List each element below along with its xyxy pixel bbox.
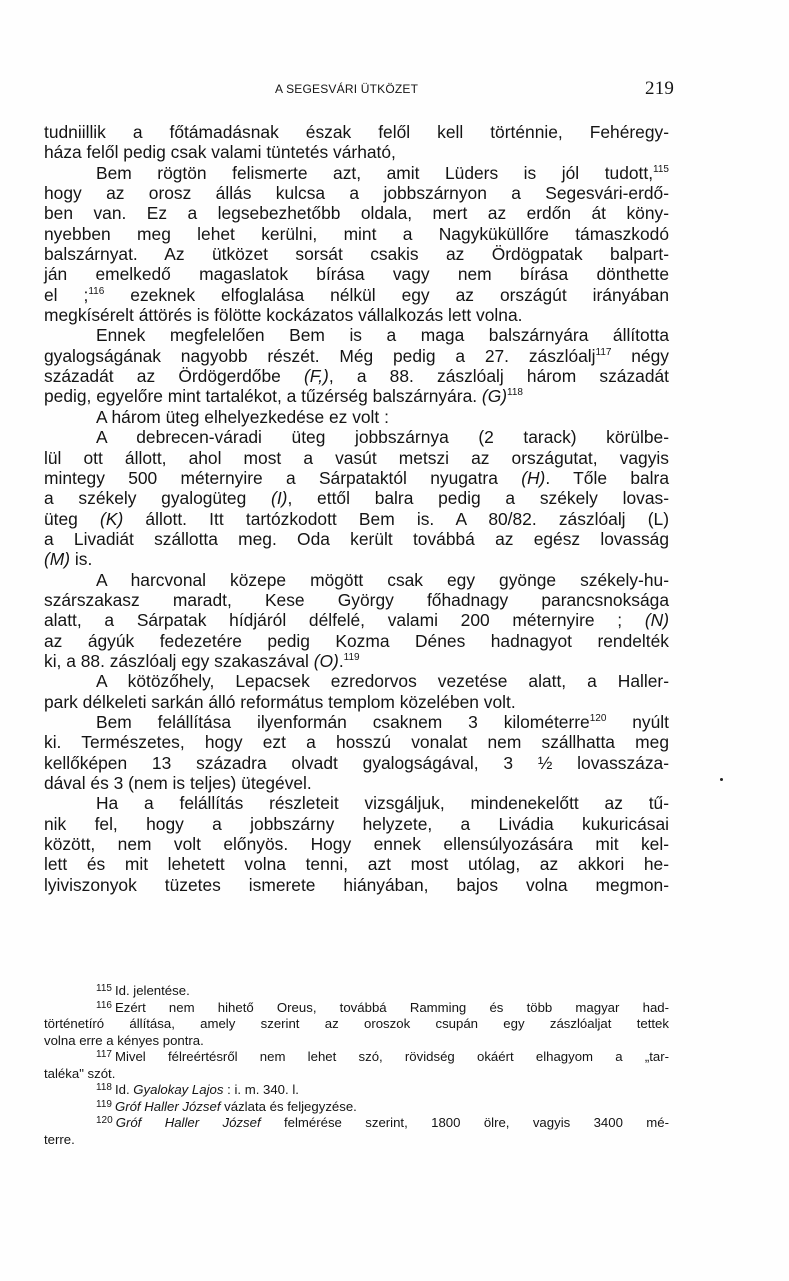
text-line — [44, 875, 669, 895]
text-line — [44, 570, 669, 590]
text-line — [44, 264, 669, 284]
text-line — [44, 793, 669, 813]
footnote-number: 116 — [96, 999, 112, 1011]
footnote-line — [44, 1049, 669, 1066]
footnote-text-after: felmérése szerint, 1800 ölre, vagyis 3400 mé- — [260, 1115, 669, 1130]
cited-name: Gyalokay Lajos — [133, 1082, 224, 1097]
line-text-after: állott. Itt tartózkodott Bem is. A 80/82. zászlóalj (L) — [123, 508, 669, 529]
text-line — [44, 407, 669, 427]
line-text: lett és mit lehetett volna tenni, azt most utólag, az akkori he- — [44, 854, 669, 875]
text-line — [44, 773, 669, 793]
line-text: között, nem volt előnyös. Hogy ennek ellensúlyozására mit kel- — [44, 834, 669, 855]
text-line — [44, 732, 669, 752]
footnotes — [44, 983, 669, 1148]
line-text-after: nyúlt — [606, 711, 669, 732]
line-text: el ; — [44, 284, 89, 305]
footnote-line — [44, 1016, 669, 1033]
figure-marker: (H) — [521, 467, 546, 488]
line-text: üteg — [44, 508, 101, 529]
line-text: mintegy 500 méternyire a Sárpataktól nyugatra — [44, 467, 522, 488]
text-line — [44, 305, 669, 325]
footnote-line — [44, 1066, 669, 1083]
line-text-after: , a 88. zászlóalj három századát — [328, 366, 669, 387]
line-text-after: is. — [70, 549, 93, 570]
line-text: tudniillik a főtámadásnak észak felől kell történnie, Fehéregy- — [44, 122, 669, 142]
text-line — [44, 529, 669, 549]
line-text: szárszakasz maradt, Kese György főhadnagy parancsnoksága — [44, 589, 669, 610]
footnote-line — [44, 1099, 669, 1116]
line-text: hogy az orosz állás kulcsa a jobbszárnyon a Segesvári-erdő- — [44, 183, 669, 204]
text-line — [44, 448, 669, 468]
running-title: A SEGESVÁRI ÜTKÖZET — [275, 82, 419, 96]
line-text: a Livadiát szállotta meg. Oda került továbbá az egész lovasság — [44, 528, 669, 549]
footnote — [44, 983, 669, 1000]
line-text: A kötözőhely, Lepacsek ezredorvos vezetése alatt, a Haller- — [96, 671, 669, 692]
footnote — [44, 1099, 669, 1116]
footnote — [44, 1082, 669, 1099]
text-line — [44, 163, 669, 183]
line-text: kellőképen 13 századra olvadt gyalogságával, 3 ½ lovasszáza- — [44, 752, 669, 773]
line-text: Bem rögtön felismerte azt, amit Lüders is jól tudott, — [96, 162, 654, 183]
footnote-ref: 120 — [589, 712, 607, 724]
figure-marker: (K) — [100, 508, 124, 529]
footnote — [44, 1115, 669, 1148]
line-text: Ennek megfelelően Bem is a maga balszárnyára állította — [96, 325, 669, 346]
text-line — [44, 814, 669, 834]
footnote-ref: 119 — [343, 651, 360, 663]
text-line — [44, 488, 669, 508]
footnote-line — [44, 983, 669, 1000]
text-line — [44, 712, 669, 732]
footnote-line — [44, 1132, 669, 1149]
figure-marker: (M) — [44, 549, 71, 570]
footnote-text: Mivel félreértésről nem lehet szó, rövidség okáért elhagyom a „tar- — [114, 1049, 669, 1064]
footnote-number: 115 — [96, 983, 112, 994]
line-text: ki, a 88. zászlóalj egy szakaszával — [44, 650, 314, 671]
footnote-number: 118 — [96, 1082, 112, 1093]
line-text: dával és 3 (nem is teljes) ütegével. — [44, 773, 312, 793]
text-line — [44, 244, 669, 264]
text-line — [44, 224, 669, 244]
footnote-text-after: : i. m. 340. l. — [223, 1082, 299, 1097]
line-text-after: . Tőle balra — [545, 467, 669, 488]
footnote-text: terre. — [44, 1131, 75, 1147]
text-line — [44, 610, 669, 630]
text-line — [44, 590, 669, 610]
footnote-text: Id. — [114, 1082, 134, 1097]
line-text: gyalogságának nagyobb részét. Még pedig a 27. zászlóalj — [44, 345, 596, 366]
footnote-line — [44, 1115, 669, 1132]
text-line — [44, 325, 669, 345]
scan-speck — [720, 778, 723, 781]
line-text: lyiviszonyok tüzetes ismerete hiányában, bajos volna megmon- — [44, 874, 669, 895]
text-line — [44, 631, 669, 651]
text-line — [44, 285, 669, 305]
running-head — [0, 80, 789, 100]
figure-marker: (I) — [271, 488, 288, 509]
text-line — [44, 692, 669, 712]
line-text-after: , ettől balra pedig a székely lovas- — [287, 488, 670, 509]
line-text: nyebben meg lehet kerülni, mint a Nagyküküllőre támaszkodó — [44, 223, 669, 244]
text-line — [44, 651, 669, 671]
text-line — [44, 427, 669, 447]
footnote-text: Ezért nem hihető Oreus, továbbá Ramming és több magyar had- — [114, 999, 669, 1015]
line-text: lül ott állott, ahol most a vasút metszi az országutat, vagyis — [44, 447, 669, 468]
footnote-text: taléka" szót. — [44, 1065, 116, 1081]
line-text: a székely gyalogüteg — [44, 488, 272, 509]
text-line — [44, 834, 669, 854]
figure-marker: (G) — [481, 386, 508, 407]
text-line — [44, 346, 669, 366]
footnote — [44, 1000, 669, 1050]
line-text: A debrecen-váradi üteg jobbszárnya (2 tarack) körülbe- — [96, 427, 669, 448]
footnote-ref: 118 — [507, 387, 523, 399]
text-line — [44, 386, 669, 406]
figure-marker: (N) — [644, 610, 669, 631]
text-line — [44, 854, 669, 874]
footnote-ref: 117 — [595, 346, 612, 358]
line-text-after: négy — [611, 345, 670, 366]
text-line — [44, 549, 669, 569]
line-text-after: . — [338, 650, 344, 671]
footnote-line — [44, 1082, 669, 1099]
footnote-ref: 116 — [88, 285, 105, 297]
text-line — [44, 142, 669, 162]
line-text: Ha a felállítás részleteit vizsgáljuk, mindenekelőtt az tű- — [96, 793, 669, 814]
line-text: park délkeleti sarkán álló református templom közelében volt. — [44, 691, 516, 712]
cited-name: Gróf Haller József — [114, 1098, 221, 1114]
text-line — [44, 468, 669, 488]
footnote-text: történetíró állítása, amely szerint az oroszok csupán egy zászlóaljat tettek — [44, 1016, 669, 1031]
line-text: századát az Ördögerdőbe — [44, 366, 305, 387]
body-text — [44, 122, 669, 895]
footnote — [44, 1049, 669, 1082]
line-text: nik fel, hogy a jobbszárny helyzete, a Livádia kukuricásai — [44, 813, 669, 834]
text-line — [44, 671, 669, 691]
line-text: Bem felállítása ilyenformán csaknem 3 kilométerre — [96, 711, 590, 732]
line-text: A harcvonal közepe mögött csak egy gyönge székely-hu- — [96, 569, 669, 590]
line-text: ján emelkedő magaslatok bírása vagy nem bírása dönthette — [44, 264, 669, 285]
footnote-text: Id. jelentése. — [114, 983, 190, 998]
text-line — [44, 509, 669, 529]
footnote-number: 119 — [96, 1098, 112, 1110]
figure-marker: (F,) — [304, 366, 329, 387]
text-line — [44, 203, 669, 223]
footnote-text-after: vázlata és feljegyzése. — [220, 1098, 357, 1114]
footnote-number: 120 — [96, 1115, 113, 1126]
footnote-ref: 115 — [653, 163, 669, 175]
line-text-after: ezeknek elfoglalása nélkül egy az országút irányában — [104, 284, 670, 305]
line-text: háza felől pedig csak valami tüntetés várható, — [44, 142, 396, 163]
footnote-line — [44, 1000, 669, 1017]
page-number: 219 — [645, 78, 675, 99]
footnote-text: volna erre a kényes pontra. — [44, 1032, 204, 1048]
line-text: az ágyúk fedezetére pedig Kozma Dénes hadnagyot rendelték — [44, 630, 669, 651]
footnote-number: 117 — [96, 1049, 112, 1060]
figure-marker: (O) — [313, 650, 339, 671]
text-line — [44, 183, 669, 203]
line-text: pedig, egyelőre mint tartalékot, a tűzérség balszárnyára. — [44, 386, 482, 407]
line-text: A három üteg elhelyezkedése ez volt : — [96, 406, 389, 427]
text-line — [44, 753, 669, 773]
text-line — [44, 366, 669, 386]
footnote-line — [44, 1033, 669, 1050]
line-text: megkísérelt áttörés is fölötte kockázatos vállalkozás lett volna. — [44, 305, 523, 326]
text-line — [44, 122, 669, 142]
line-text: balszárnyat. Az ütközet sorsát csakis az Ördögpatak balpart- — [44, 244, 669, 265]
line-text: ki. Természetes, hogy ezt a hosszú vonalat nem szállhatta meg — [44, 732, 669, 753]
line-text: ben van. Ez a legsebezhetőbb oldala, mert az erdőn át köny- — [44, 203, 669, 224]
line-text: alatt, a Sárpatak hídjáról délfelé, valami 200 méternyire ; — [44, 610, 645, 631]
cited-name: Gróf Haller József — [115, 1115, 261, 1130]
